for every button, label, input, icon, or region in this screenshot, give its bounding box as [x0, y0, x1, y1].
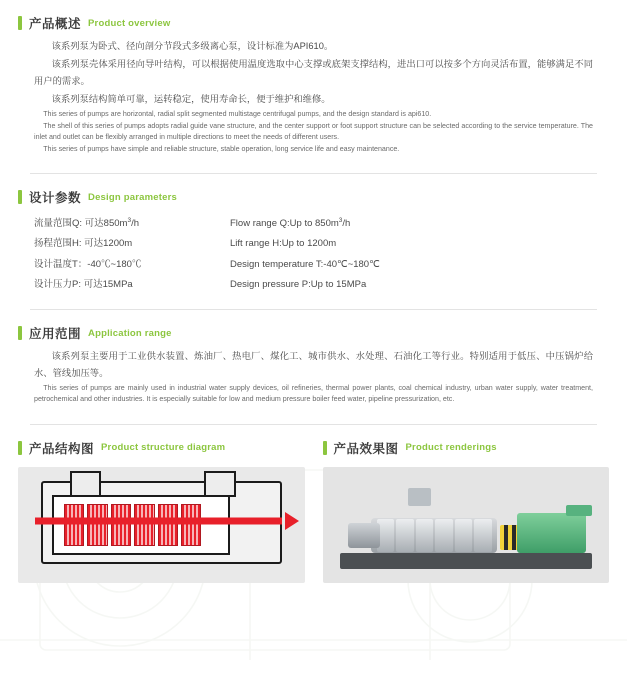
- param-superscript: 3: [338, 217, 343, 224]
- paragraph-en: The shell of this series of pumps adopts radial guide vane structure, and the center support or foot support structure can be selected according to the service temperature. The inlet and outlet can be flexibly arranged in multiple directions to meet the needs of different users.: [34, 121, 593, 142]
- figure-title-cn: 产品效果图: [333, 441, 399, 456]
- electric-motor: [517, 513, 586, 552]
- section-design-parameters: [18, 174, 609, 291]
- pump-stage-rings: [377, 519, 492, 551]
- pump-baseplate: [340, 553, 592, 569]
- paragraph-cn: 该系列泵为卧式、径向剖分节段式多级离心泵，设计标准为API610。: [51, 41, 334, 51]
- figure-title-en: Product renderings: [405, 442, 497, 454]
- figure-block-structure: [18, 425, 305, 583]
- paragraph-cn: 该系列泵结构简单可靠，运转稳定，使用寿命长，便于维护和维修。: [51, 93, 331, 104]
- parameters-table: [18, 206, 609, 291]
- figure-block-rendering: [323, 425, 610, 583]
- figure-title-cn: 产品结构图: [29, 441, 95, 456]
- param-en: Design pressure P:Up to 15MPa: [230, 279, 367, 291]
- param-en: Flow range Q:Up to $850m^3/h$: [230, 217, 351, 230]
- section-title-en: Design parameters: [88, 191, 177, 203]
- suction-casing: [348, 523, 380, 549]
- param-en: Lift range H:Up to 1200m: [230, 238, 337, 250]
- accent-bar-icon: [18, 441, 22, 455]
- suction-nozzle: [70, 471, 102, 497]
- section-header: [323, 425, 610, 457]
- paragraph-cn: 该系列泵壳体采用径向导叶结构，可以根据使用温度选取中心支撑或底架支撑结构，进出口可以按多个方向灵活布置，能够满足不同用户的需求。: [34, 59, 593, 86]
- figure-title-en: Product structure diagram: [101, 442, 226, 454]
- accent-bar-icon: [18, 326, 22, 340]
- section-product-overview: [18, 0, 609, 155]
- section-body: [18, 32, 609, 155]
- section-title-en: Application range: [88, 327, 172, 339]
- param-cn: 设计压力P: 可达15MPa: [34, 279, 133, 291]
- section-header: [18, 0, 609, 32]
- paragraph-cn: 该系列泵主要用于工业供水装置、炼油厂、热电厂、煤化工、城市供水、水处理、石油化工等行业。特别适用于低压、中压锅炉给水、管线加压等。: [34, 351, 593, 378]
- discharge-flange: [408, 488, 431, 507]
- section-header: [18, 425, 305, 457]
- accent-bar-icon: [18, 16, 22, 30]
- param-en: Design temperature T:-40℃~180℃: [230, 258, 380, 270]
- paragraph-en: This series of pumps are horizontal, radial split segmented multistage centrifugal pumps, and the design standard is api610.: [43, 110, 432, 119]
- pump-cutaway-drawing: [18, 467, 305, 583]
- section-title-cn: 应用范围: [29, 327, 82, 342]
- pump-3d-rendering: [323, 467, 610, 583]
- paragraph-en: This series of pumps are mainly used in industrial water supply devices, oil refineries, thermal power plants, coal chemical industry, urban water supply, water treatment, petrochemical and other industries. It is especially suitable for low and medium pressure boiler feed water, pipeline pressurization, etc.: [34, 383, 593, 404]
- discharge-nozzle: [204, 471, 236, 497]
- param-cn: 设计温度T：-40℃~180℃: [34, 258, 142, 270]
- section-title-cn: 产品概述: [29, 17, 82, 31]
- section-header: [18, 310, 609, 342]
- flow-arrow-head-icon: [285, 512, 299, 530]
- section-title-en: Product overview: [88, 17, 171, 29]
- motor-terminal-box: [566, 505, 592, 515]
- paragraph-en: This series of pumps have simple and reliable structure, stable operation, long service life and easy maintenance.: [43, 144, 400, 153]
- shaft-flow-arrow: [35, 518, 281, 525]
- accent-bar-icon: [323, 441, 327, 455]
- param-superscript: 3: [127, 217, 132, 224]
- param-cn: 流量范围Q: 可达$850m^3/h$: [34, 217, 139, 230]
- section-title-cn: 设计参数: [29, 191, 82, 205]
- section-body: [18, 342, 609, 406]
- accent-bar-icon: [18, 190, 22, 204]
- section-header: [18, 174, 609, 206]
- figures-row: [18, 425, 609, 583]
- param-cn: 扬程范围H: 可达1200m: [34, 238, 133, 250]
- section-application-range: [18, 310, 609, 406]
